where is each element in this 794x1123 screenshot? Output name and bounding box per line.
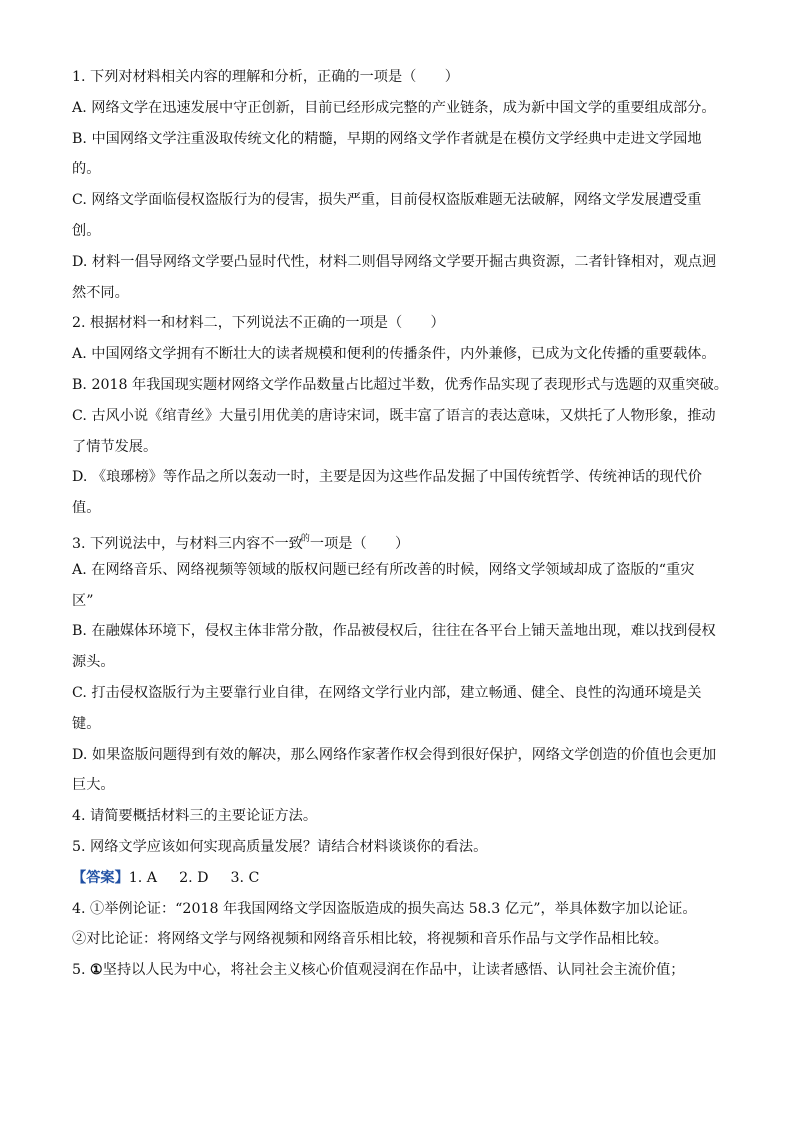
- q3-option-a-line1: A. 在网络音乐、网络视频等领域的版权问题已经有所改善的时候，网络文学领域却成了盗版的“重灾: [72, 561, 695, 578]
- q4-stem: 4. 请简要概括材料三的主要论证方法。: [72, 808, 318, 825]
- q3-option-c-line1: C. 打击侵权盗版行为主要靠行业自律，在网络文学行业内部，建立畅通、健全、良性的沟通环境是关: [72, 684, 702, 701]
- q1-stem: 1. 下列对材料相关内容的理解和分析，正确的一项是（ ）: [72, 69, 459, 85]
- answer-5-circled-one: ①: [90, 962, 103, 979]
- q3-stem-post: 一项是（ ）: [309, 535, 410, 552]
- answer-5-line1: [72, 955, 722, 986]
- q3-stem: [72, 524, 722, 555]
- q1-option-b-line2: 的。: [72, 161, 101, 178]
- answer-4-line2: ②对比论证：将网络文学与网络视频和网络音乐相比较，将视频和音乐作品与文学作品相比较。: [72, 931, 668, 948]
- answer-2: 2. D: [179, 869, 209, 886]
- answer-5-text: 坚持以人民为中心，将社会主义核心价值观浸润在作品中，让读者感悟、认同社会主流价值；: [102, 962, 685, 979]
- q1-option-c-line2: 创。: [72, 222, 101, 239]
- q3-option-b-line2: 源头。: [72, 654, 115, 671]
- q3-stem-pre: 3. 下列说法中，与材料三内容不一致: [72, 535, 303, 552]
- q5-stem: 5. 网络文学应该如何实现高质量发展？请结合材料谈谈你的看法。: [72, 838, 488, 855]
- q1-option-a: A. 网络文学在迅速发展中守正创新，目前已经形成完整的产业链条，成为新中国文学的重要组成部分。: [72, 99, 716, 116]
- q1-option-c-line1: C. 网络文学面临侵权盗版行为的侵害，损失严重，目前侵权盗版难题无法破解，网络文学发展遭受重: [72, 192, 702, 209]
- q3-stem-superscript: 的: [300, 533, 310, 544]
- q2-option-c-line1: C. 古风小说《绾青丝》大量引用优美的唐诗宋词，既丰富了语言的表达意味，又烘托了人物形象，推动: [72, 407, 716, 424]
- q1-option-d-line2: 然不同。: [72, 284, 129, 301]
- q1-option-d-line1: D. 材料一倡导网络文学要凸显时代性，材料二则倡导网络文学要开掘古典资源，二者针锋相对，观点迥: [72, 253, 717, 270]
- answer-4-line1: 4. ①举例论证：“2018 年我国网络文学因盗版造成的损失高达 58.3 亿元”，举具体数字加以论证。: [72, 900, 697, 917]
- q1-option-b-line1: B. 中国网络文学注重汲取传统文化的精髓，早期的网络文学作者就是在模仿文学经典中走进文学园地: [72, 130, 702, 147]
- q3-option-b-line1: B. 在融媒体环境下，侵权主体非常分散，作品被侵权后，往往在各平台上铺天盖地出现，难以找到侵权: [72, 623, 716, 640]
- document-page: [72, 62, 728, 986]
- answer-3: 3. C: [230, 869, 260, 886]
- q2-stem: 2. 根据材料一和材料二，下列说法不正确的一项是（ ）: [72, 315, 445, 332]
- q2-option-a: A. 中国网络文学拥有不断壮大的读者规模和便利的传播条件，内外兼修，已成为文化传播的重要载体。: [72, 346, 716, 363]
- q3-option-d-line1: D. 如果盗版问题得到有效的解决，那么网络作家著作权会得到很好保护，网络文学创造的价值也会更加: [72, 746, 717, 763]
- q3-option-c-line2: 键。: [72, 715, 101, 732]
- answer-5-number: 5.: [72, 962, 91, 979]
- q2-option-b: B. 2018 年我国现实题材网络文学作品数量占比超过半数，优秀作品实现了表现形式与选题的双重突破。: [72, 376, 728, 393]
- answer-tag: 【答案】: [72, 869, 129, 886]
- q3-option-d-line2: 巨大。: [72, 777, 115, 794]
- q3-option-a-line2: 区”: [72, 592, 94, 609]
- q2-option-d-line2: 值。: [72, 500, 101, 517]
- answer-line: [72, 863, 722, 894]
- q2-option-d-line1: D. 《琅琊榜》等作品之所以轰动一时，主要是因为这些作品发掘了中国传统哲学、传统神话的现代价: [72, 469, 702, 486]
- q2-option-c-line2: 了情节发展。: [72, 438, 158, 455]
- answer-1: 1. A: [128, 869, 158, 886]
